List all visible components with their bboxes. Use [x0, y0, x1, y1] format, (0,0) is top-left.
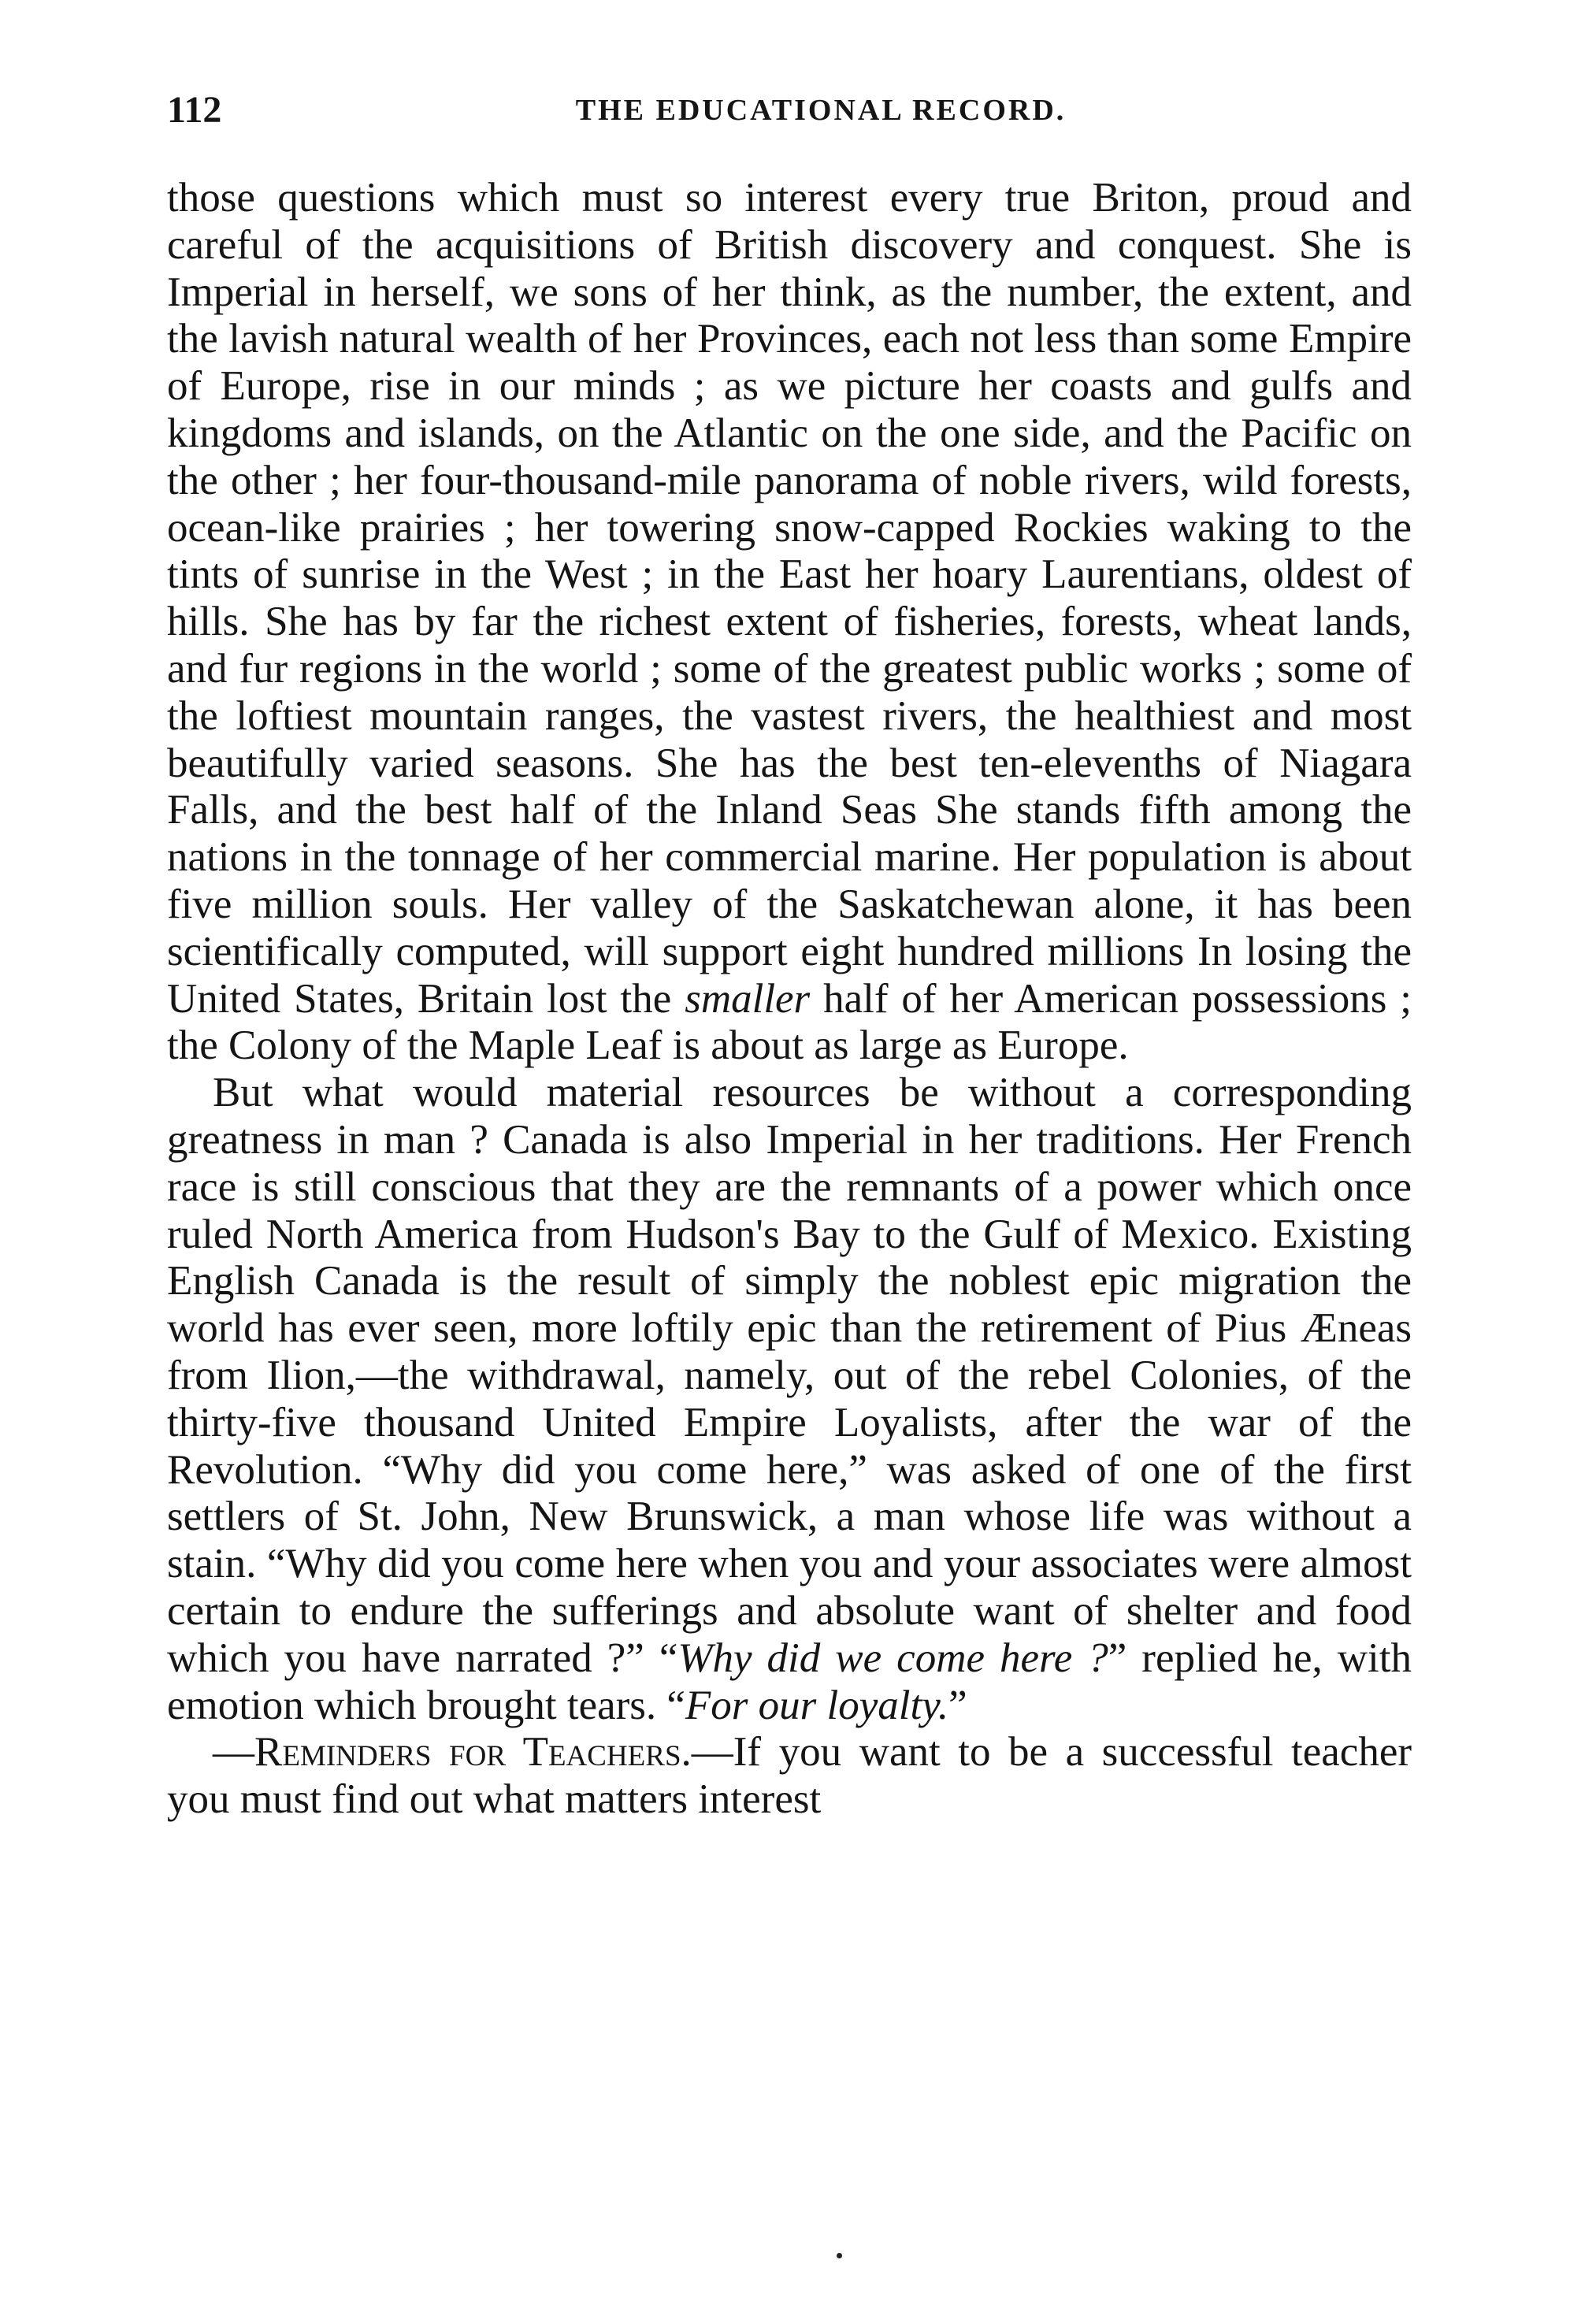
paragraph-1-text: those questions which must so interest every true Briton, proud and careful of the acquisitions of British discovery and conquest. She is Imperial in herself, we sons of her think, as the number, the extent, and the lavish natural wealth of her Provinces, each not less than some Empire of Europe, rise in our minds ; as we picture her coasts and gulfs and kingdoms and islands, on the Atlantic on the one side, and the Pacific on the other ; her four-thousand-mile panorama of noble rivers, wild forests, ocean-like prairies ; her towering snow-capped Rockies waking to the tints of sunrise in the West ; in the East her hoary Laurentians, oldest of hills. She has by far the richest extent of fisheries, forests, wheat lands, and fur regions in the world ; some of the greatest public works ; some of the loftiest mountain ranges, the vastest rivers, the healthiest and most beautifully varied seasons. She has the best ten-elevenths of Niagara Falls, and the best half of the Inland Seas She stands fifth among the nations in the tonnage of her commercial marine. Her population is about five million souls. Her valley of the Saskatchewan alone, it has been scientifically computed, will support eight hundred millions In losing the United States, Britain lost the	[167, 175, 1412, 1022]
italic-smaller: smaller	[685, 975, 811, 1022]
page-mark	[837, 2253, 842, 2258]
paragraph-3	[167, 1729, 1412, 1824]
paragraph-2-mid: ” replied he, with emotion which brought tears. “	[167, 1635, 1412, 1728]
page	[167, 0, 1412, 2323]
paragraph-2	[167, 1070, 1412, 1729]
paragraph-1	[167, 175, 1412, 1070]
paragraph-2-end: ”	[948, 1682, 967, 1728]
paragraph-3-text: —If you want to be a successful teacher you must find out what matters interest	[167, 1729, 1412, 1823]
section-heading: Reminders for Teachers.	[254, 1729, 692, 1776]
paragraph-1-end: half of her American possessions ; the Colony of the Maple Leaf is about as large as Europe.	[167, 975, 1412, 1069]
article-body	[167, 175, 1412, 1824]
paragraph-2-text: But what would material resources be without a corresponding greatness in man ? Canada is also Imperial in her traditions. Her French race is still conscious that they are the remnants of a power which once ruled North America from Hudson's Bay to the Gulf of Mexico. Existing English Canada is the result of simply the noblest epic migration the world has ever seen, more loftily epic than the retirement of Pius Æneas from Ilion,—the withdrawal, namely, out of the rebel Colonies, of the thirty-five thousand United Empire Loyalists, after the war of the Revolution. “Why did you come here,” was asked of one of the first settlers of St. John, New Brunswick, a man whose life was without a stain. “Why did you come here when you and your associates were almost certain to endure the sufferings and absolute want of shelter and food which you have narrated ?” “	[167, 1070, 1412, 1681]
section-dash: —	[213, 1729, 254, 1776]
italic-quote-1: Why did we come here ?	[677, 1635, 1108, 1681]
italic-quote-2: For our loyalty.	[685, 1682, 949, 1728]
running-title: THE EDUCATIONAL RECORD.	[575, 94, 1067, 127]
page-header	[167, 85, 1412, 135]
page-number: 112	[167, 89, 222, 131]
